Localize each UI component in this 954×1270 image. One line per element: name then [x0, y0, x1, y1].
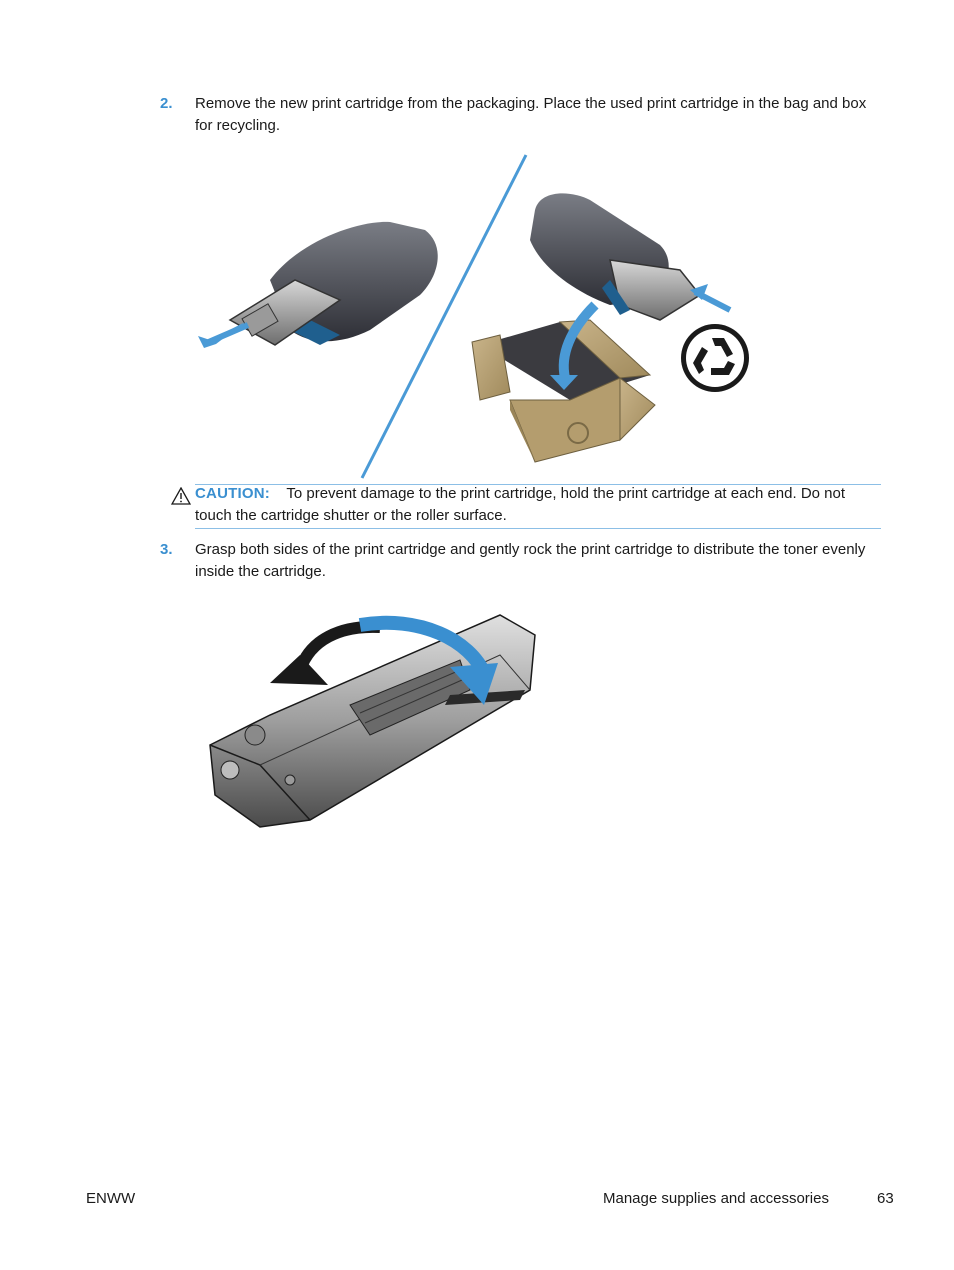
arrow-icon: [270, 655, 328, 685]
rock-cartridge-illustration: [200, 595, 550, 835]
footer-left: ENWW: [86, 1190, 136, 1207]
footer-section: Manage supplies and accessories: [603, 1190, 829, 1207]
warning-triangle-icon: [171, 487, 191, 505]
page-number: 63: [877, 1190, 894, 1207]
caution-text-block: [195, 483, 881, 527]
bagged-cartridge-left: [230, 222, 438, 345]
recycling-box: [472, 320, 655, 462]
step-3-number: 3.: [160, 541, 173, 558]
remove-cartridge-illustration: [190, 150, 760, 480]
pull-arrow: [204, 325, 248, 344]
caution-label: CAUTION:: [195, 485, 270, 502]
step-3-text: Grasp both sides of the print cartridge and gently rock the print cartridge to distribute the toner evenly inside the cartridge.: [195, 541, 866, 580]
step-2-number: 2.: [160, 95, 173, 112]
step-2-text: Remove the new print cartridge from the packaging. Place the used print cartridge in the bag and box for recycling.: [195, 95, 867, 134]
bagged-cartridge-right: [530, 193, 700, 320]
rock-arrow-left: [300, 627, 380, 670]
recycle-icon: [681, 324, 749, 392]
print-cartridge: [210, 615, 535, 827]
caution-text: To prevent damage to the print cartridge, hold the print cartridge at each end. Do not touch the cartridge shutter or the roller surface.: [195, 485, 846, 524]
